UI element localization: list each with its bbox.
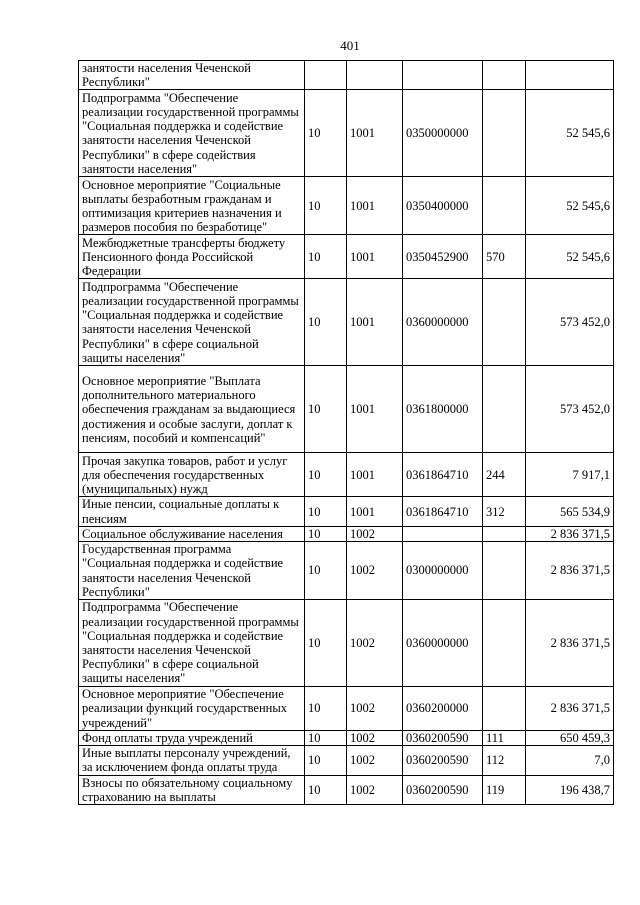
row-amount: 7,0 bbox=[526, 746, 614, 775]
row-expense-type bbox=[483, 542, 526, 600]
row-amount: 650 459,3 bbox=[526, 731, 614, 746]
row-amount: 52 545,6 bbox=[526, 90, 614, 177]
row-name: Подпрограмма "Обеспечение реализации государственной программы "Социальная поддержка и содействие занятости населения Чеченской Республики" в сфере содействия занятости населения" bbox=[79, 90, 305, 177]
row-target-code: 0361864710 bbox=[403, 453, 483, 497]
row-target-code: 0360200590 bbox=[403, 746, 483, 775]
row-section: 10 bbox=[305, 177, 347, 235]
row-amount: 2 836 371,5 bbox=[526, 687, 614, 731]
table-row bbox=[79, 542, 614, 600]
row-name: Межбюджетные трансферты бюджету Пенсионного фонда Российской Федерации bbox=[79, 235, 305, 279]
row-expense-type bbox=[483, 600, 526, 687]
row-section: 10 bbox=[305, 235, 347, 279]
budget-table bbox=[78, 60, 614, 805]
row-expense-type: 244 bbox=[483, 453, 526, 497]
row-name: Основное мероприятие "Выплата дополнительного материального обеспечения гражданам за выдающиеся достижения и особые заслуги, доплат к пенсиям, пособий и компенсаций" bbox=[79, 366, 305, 453]
row-target-code: 0360200590 bbox=[403, 775, 483, 804]
row-name: Основное мероприятие "Социальные выплаты безработным гражданам и оптимизация критериев назначения и размеров пособия по безработице" bbox=[79, 177, 305, 235]
row-target-code bbox=[403, 61, 483, 90]
row-expense-type bbox=[483, 687, 526, 731]
table-row bbox=[79, 90, 614, 177]
table-row bbox=[79, 731, 614, 746]
row-name: Подпрограмма "Обеспечение реализации государственной программы "Социальная поддержка и содействие занятости населения Чеченской Республики" в сфере социальной защиты населения" bbox=[79, 600, 305, 687]
row-amount: 52 545,6 bbox=[526, 235, 614, 279]
row-amount: 2 836 371,5 bbox=[526, 600, 614, 687]
row-section: 10 bbox=[305, 279, 347, 366]
row-expense-type bbox=[483, 366, 526, 453]
row-target-code: 0360000000 bbox=[403, 279, 483, 366]
row-name: Подпрограмма "Обеспечение реализации государственной программы "Социальная поддержка и содействие занятости населения Чеченской Республики" в сфере социальной защиты населения" bbox=[79, 279, 305, 366]
row-expense-type: 570 bbox=[483, 235, 526, 279]
row-subsection bbox=[347, 61, 403, 90]
table-row bbox=[79, 235, 614, 279]
row-section bbox=[305, 61, 347, 90]
row-amount: 7 917,1 bbox=[526, 453, 614, 497]
row-target-code: 0350452900 bbox=[403, 235, 483, 279]
row-section: 10 bbox=[305, 366, 347, 453]
row-name: Государственная программа "Социальная поддержка и содействие занятости населения Чеченской Республики" bbox=[79, 542, 305, 600]
row-amount: 2 836 371,5 bbox=[526, 542, 614, 600]
row-section: 10 bbox=[305, 497, 347, 526]
row-amount: 573 452,0 bbox=[526, 279, 614, 366]
row-target-code bbox=[403, 526, 483, 541]
row-subsection: 1002 bbox=[347, 775, 403, 804]
row-name: Прочая закупка товаров, работ и услуг для обеспечения государственных (муниципальных) нужд bbox=[79, 453, 305, 497]
row-name: Социальное обслуживание населения bbox=[79, 526, 305, 541]
row-subsection: 1002 bbox=[347, 731, 403, 746]
row-target-code: 0360000000 bbox=[403, 600, 483, 687]
row-amount bbox=[526, 61, 614, 90]
row-target-code: 0350400000 bbox=[403, 177, 483, 235]
row-subsection: 1001 bbox=[347, 177, 403, 235]
row-amount: 565 534,9 bbox=[526, 497, 614, 526]
row-subsection: 1002 bbox=[347, 687, 403, 731]
row-subsection: 1001 bbox=[347, 235, 403, 279]
row-subsection: 1002 bbox=[347, 600, 403, 687]
row-target-code: 0361800000 bbox=[403, 366, 483, 453]
row-expense-type: 111 bbox=[483, 731, 526, 746]
row-expense-type: 312 bbox=[483, 497, 526, 526]
table-row bbox=[79, 177, 614, 235]
row-name: занятости населения Чеченской Республики" bbox=[79, 61, 305, 90]
row-amount: 2 836 371,5 bbox=[526, 526, 614, 541]
row-amount: 196 438,7 bbox=[526, 775, 614, 804]
row-target-code: 0361864710 bbox=[403, 497, 483, 526]
row-amount: 573 452,0 bbox=[526, 366, 614, 453]
row-expense-type bbox=[483, 177, 526, 235]
row-section: 10 bbox=[305, 542, 347, 600]
table-row bbox=[79, 453, 614, 497]
row-target-code: 0360200590 bbox=[403, 731, 483, 746]
row-subsection: 1001 bbox=[347, 90, 403, 177]
table-row bbox=[79, 600, 614, 687]
row-subsection: 1001 bbox=[347, 366, 403, 453]
row-subsection: 1001 bbox=[347, 453, 403, 497]
row-subsection: 1001 bbox=[347, 279, 403, 366]
row-name: Основное мероприятие "Обеспечение реализации функций государственных учреждений" bbox=[79, 687, 305, 731]
row-expense-type bbox=[483, 90, 526, 177]
row-section: 10 bbox=[305, 775, 347, 804]
row-section: 10 bbox=[305, 526, 347, 541]
row-subsection: 1002 bbox=[347, 746, 403, 775]
page-number: 401 bbox=[340, 38, 360, 53]
row-section: 10 bbox=[305, 731, 347, 746]
row-section: 10 bbox=[305, 600, 347, 687]
row-target-code: 0350000000 bbox=[403, 90, 483, 177]
row-expense-type bbox=[483, 61, 526, 90]
row-expense-type bbox=[483, 279, 526, 366]
row-target-code: 0360200000 bbox=[403, 687, 483, 731]
row-section: 10 bbox=[305, 453, 347, 497]
row-name: Взносы по обязательному социальному страхованию на выплаты bbox=[79, 775, 305, 804]
table-row bbox=[79, 497, 614, 526]
row-target-code: 0300000000 bbox=[403, 542, 483, 600]
table-row bbox=[79, 366, 614, 453]
table-row bbox=[79, 279, 614, 366]
table-row bbox=[79, 61, 614, 90]
row-name: Фонд оплаты труда учреждений bbox=[79, 731, 305, 746]
row-section: 10 bbox=[305, 746, 347, 775]
row-expense-type: 112 bbox=[483, 746, 526, 775]
table-row bbox=[79, 775, 614, 804]
row-amount: 52 545,6 bbox=[526, 177, 614, 235]
table-row bbox=[79, 526, 614, 541]
row-section: 10 bbox=[305, 90, 347, 177]
row-name: Иные пенсии, социальные доплаты к пенсиям bbox=[79, 497, 305, 526]
row-section: 10 bbox=[305, 687, 347, 731]
table-row bbox=[79, 746, 614, 775]
row-name: Иные выплаты персоналу учреждений, за исключением фонда оплаты труда bbox=[79, 746, 305, 775]
row-subsection: 1002 bbox=[347, 542, 403, 600]
row-subsection: 1001 bbox=[347, 497, 403, 526]
row-expense-type: 119 bbox=[483, 775, 526, 804]
table-row bbox=[79, 687, 614, 731]
row-expense-type bbox=[483, 526, 526, 541]
row-subsection: 1002 bbox=[347, 526, 403, 541]
